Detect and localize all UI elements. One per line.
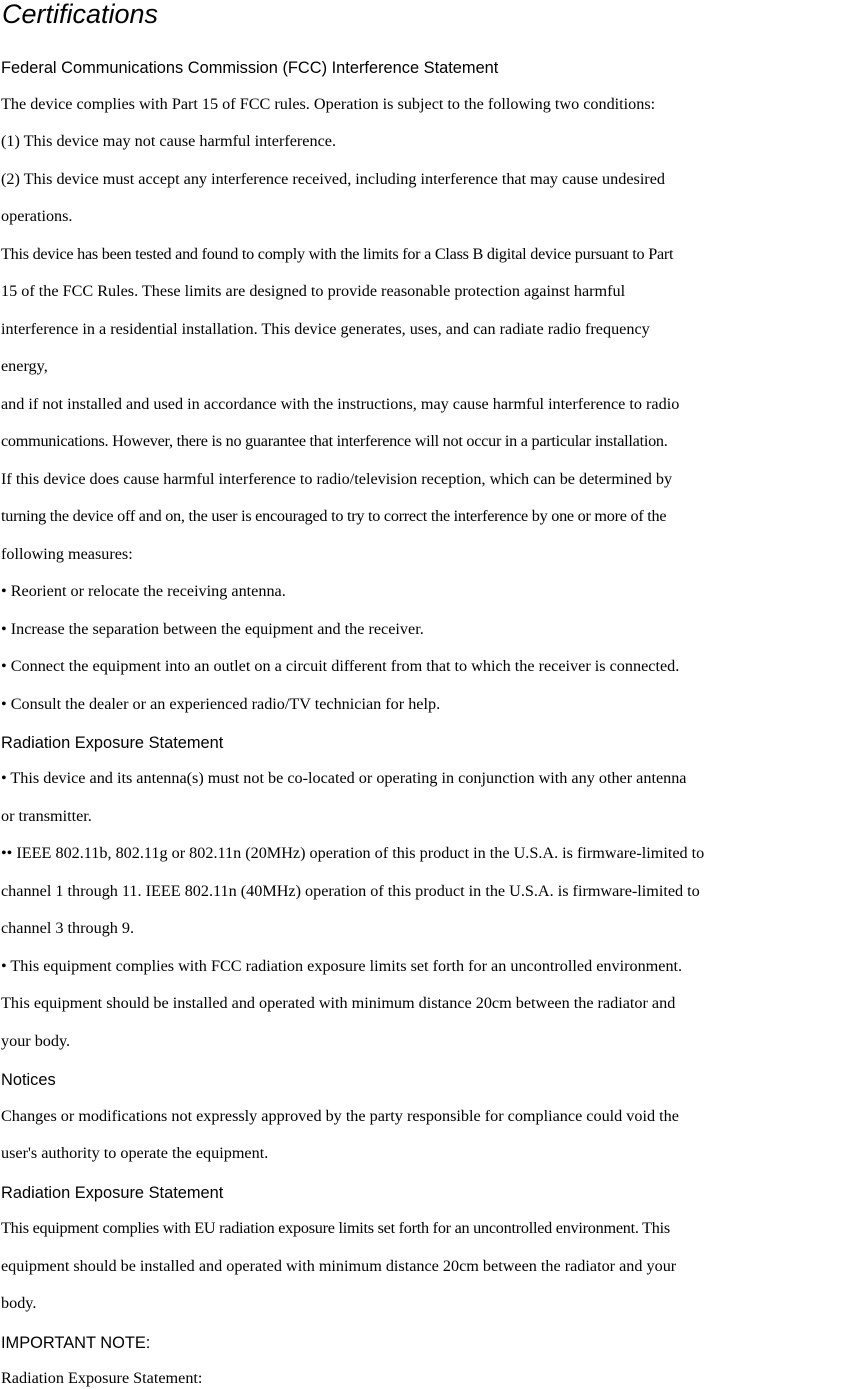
radiation-exposure-eu-heading: Radiation Exposure Statement bbox=[1, 1184, 224, 1202]
paragraph-line: turning the device off and on, the user is encouraged to try to correct the interference by one or more of the bbox=[1, 507, 667, 525]
paragraph-line: If this device does cause harmful interference to radio/television reception, which can be determined by bbox=[1, 470, 673, 488]
paragraph-line: channel 1 through 11. IEEE 802.11n (40MHz) operation of this product in the U.S.A. is firmware-limited to bbox=[1, 882, 700, 900]
paragraph-line: communications. However, there is no guarantee that interference will not occur in a particular installation. bbox=[1, 432, 668, 450]
paragraph-line: body. bbox=[1, 1294, 37, 1312]
list-item: • Increase the separation between the equipment and the receiver. bbox=[1, 620, 424, 638]
list-item: • Connect the equipment into an outlet on a circuit different from that to which the receiver is connected. bbox=[1, 657, 680, 675]
paragraph-line: This equipment should be installed and operated with minimum distance 20cm between the radiator and bbox=[1, 994, 676, 1012]
paragraph-line: channel 3 through 9. bbox=[1, 919, 135, 937]
paragraph-line: operations. bbox=[1, 207, 73, 225]
list-item: • Consult the dealer or an experienced radio/TV technician for help. bbox=[1, 695, 441, 713]
paragraph-line: 15 of the FCC Rules. These limits are designed to provide reasonable protection against harmful bbox=[1, 282, 626, 300]
paragraph-line: (1) This device may not cause harmful interference. bbox=[1, 132, 336, 150]
list-item: •• IEEE 802.11b, 802.11g or 802.11n (20MHz) operation of this product in the U.S.A. is firmware-limited to bbox=[1, 844, 705, 862]
fcc-heading: Federal Communications Commission (FCC) Interference Statement bbox=[1, 59, 499, 77]
paragraph-line: user's authority to operate the equipment. bbox=[1, 1144, 269, 1162]
notices-heading: Notices bbox=[1, 1071, 56, 1089]
paragraph-line: This device has been tested and found to comply with the limits for a Class B digital device pursuant to Part bbox=[1, 245, 674, 263]
paragraph-line: and if not installed and used in accordance with the instructions, may cause harmful interference to radio bbox=[1, 395, 680, 413]
paragraph-line: following measures: bbox=[1, 545, 133, 563]
list-item: • This equipment complies with FCC radiation exposure limits set forth for an uncontrolled environment. bbox=[1, 957, 683, 975]
list-item: • Reorient or relocate the receiving antenna. bbox=[1, 582, 286, 600]
radiation-exposure-heading: Radiation Exposure Statement bbox=[1, 734, 224, 752]
paragraph-line: Radiation Exposure Statement: bbox=[1, 1369, 203, 1387]
paragraph-line: The device complies with Part 15 of FCC rules. Operation is subject to the following two conditions: bbox=[1, 95, 656, 113]
paragraph-line: equipment should be installed and operated with minimum distance 20cm between the radiator and your bbox=[1, 1257, 677, 1275]
paragraph-line: This equipment complies with EU radiation exposure limits set forth for an uncontrolled environment. This bbox=[1, 1219, 670, 1237]
important-note-heading: IMPORTANT NOTE: bbox=[1, 1334, 151, 1352]
paragraph-line: interference in a residential installation. This device generates, uses, and can radiate radio frequency bbox=[1, 320, 650, 338]
paragraph-line: your body. bbox=[1, 1032, 71, 1050]
paragraph-line: Changes or modifications not expressly approved by the party responsible for compliance could void the bbox=[1, 1107, 679, 1125]
paragraph-line: energy, bbox=[1, 357, 48, 375]
paragraph-line: (2) This device must accept any interference received, including interference that may cause undesired bbox=[1, 170, 665, 188]
page-title: Certifications bbox=[2, 0, 159, 29]
list-item: • This device and its antenna(s) must not be co-located or operating in conjunction with any other antenna bbox=[1, 769, 687, 787]
paragraph-line: or transmitter. bbox=[1, 807, 92, 825]
